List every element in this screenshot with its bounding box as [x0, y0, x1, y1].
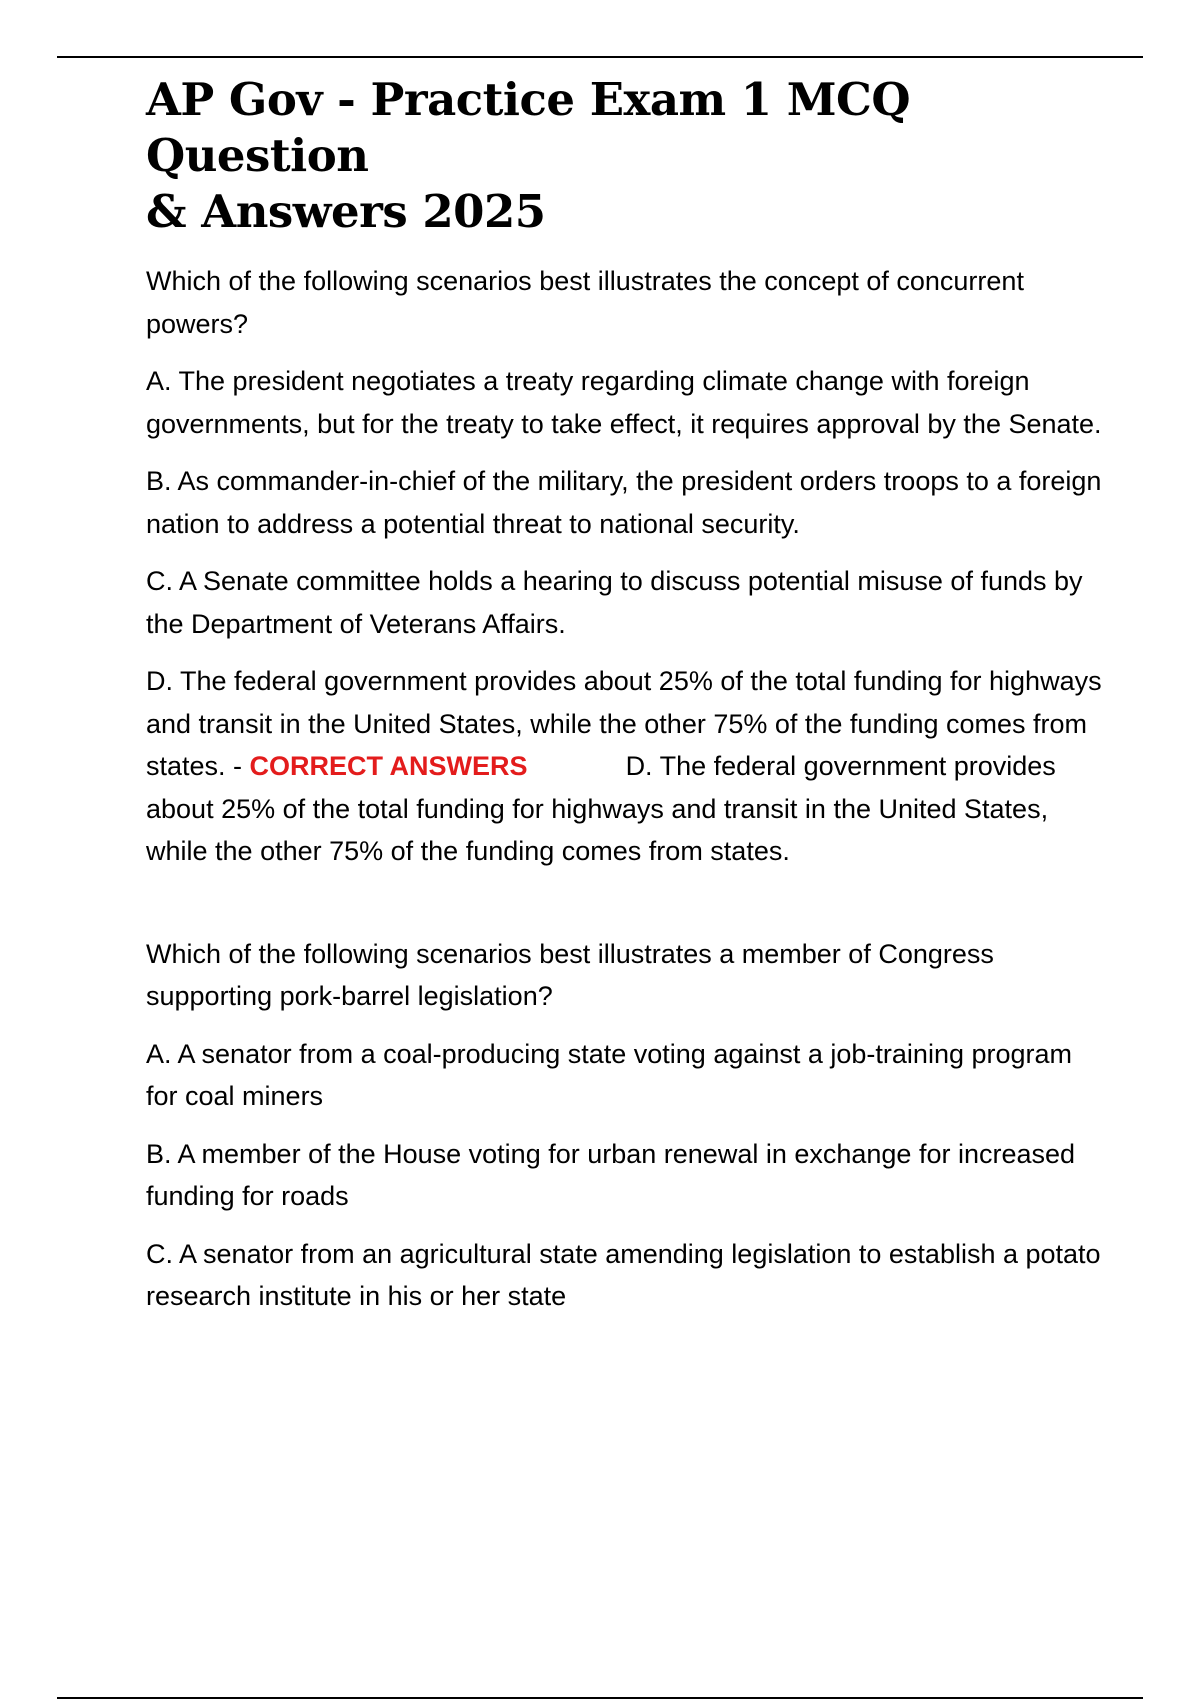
option-b: B. A member of the House voting for urban renewal in exchange for increased funding for roads — [146, 1138, 1076, 1211]
question-text: Which of the following scenarios best illustrates the concept of concurrent powers? — [146, 266, 1024, 339]
option-b: B. As commander-in-chief of the military, the president orders troops to a foreign nation to address a potential threat to national security. — [146, 466, 1102, 539]
answer-text: D. The federal government provides about 25% of the total funding for highways and transit in the United States, while the other 75% of the funding comes from states. — [146, 751, 1056, 866]
title-line-1: AP Gov - Practice Exam 1 MCQ Question — [146, 73, 911, 182]
option-c: C. A Senate committee holds a hearing to discuss potential misuse of funds by the Department of Veterans Affairs. — [146, 566, 1083, 639]
option-d: D. The federal government provides about 25% of the total funding for highways and transit in the United States, while the other 75% of the funding comes from states. - — [146, 666, 1102, 781]
document-body — [146, 72, 1104, 1333]
document-title — [146, 72, 1104, 240]
top-rule — [57, 56, 1143, 58]
question-block-1 — [146, 260, 1104, 873]
bottom-rule — [57, 1697, 1143, 1699]
title-line-2: & Answers 2025 — [146, 185, 546, 238]
option-c: C. A senator from an agricultural state amending legislation to establish a potato research institute in his or her state — [146, 1238, 1101, 1311]
correct-answers-label: CORRECT ANSWERS — [249, 751, 528, 781]
question-spacer — [146, 888, 1104, 933]
question-block-2 — [146, 933, 1104, 1318]
option-a: A. The president negotiates a treaty regarding climate change with foreign governments, but for the treaty to take effect, it requires approval by the Senate. — [146, 366, 1102, 439]
option-d-with-answer — [146, 660, 1104, 873]
option-a: A. A senator from a coal-producing state voting against a job-training program for coal miners — [146, 1038, 1073, 1111]
question-text: Which of the following scenarios best illustrates a member of Congress supporting pork-barrel legislation? — [146, 938, 994, 1011]
